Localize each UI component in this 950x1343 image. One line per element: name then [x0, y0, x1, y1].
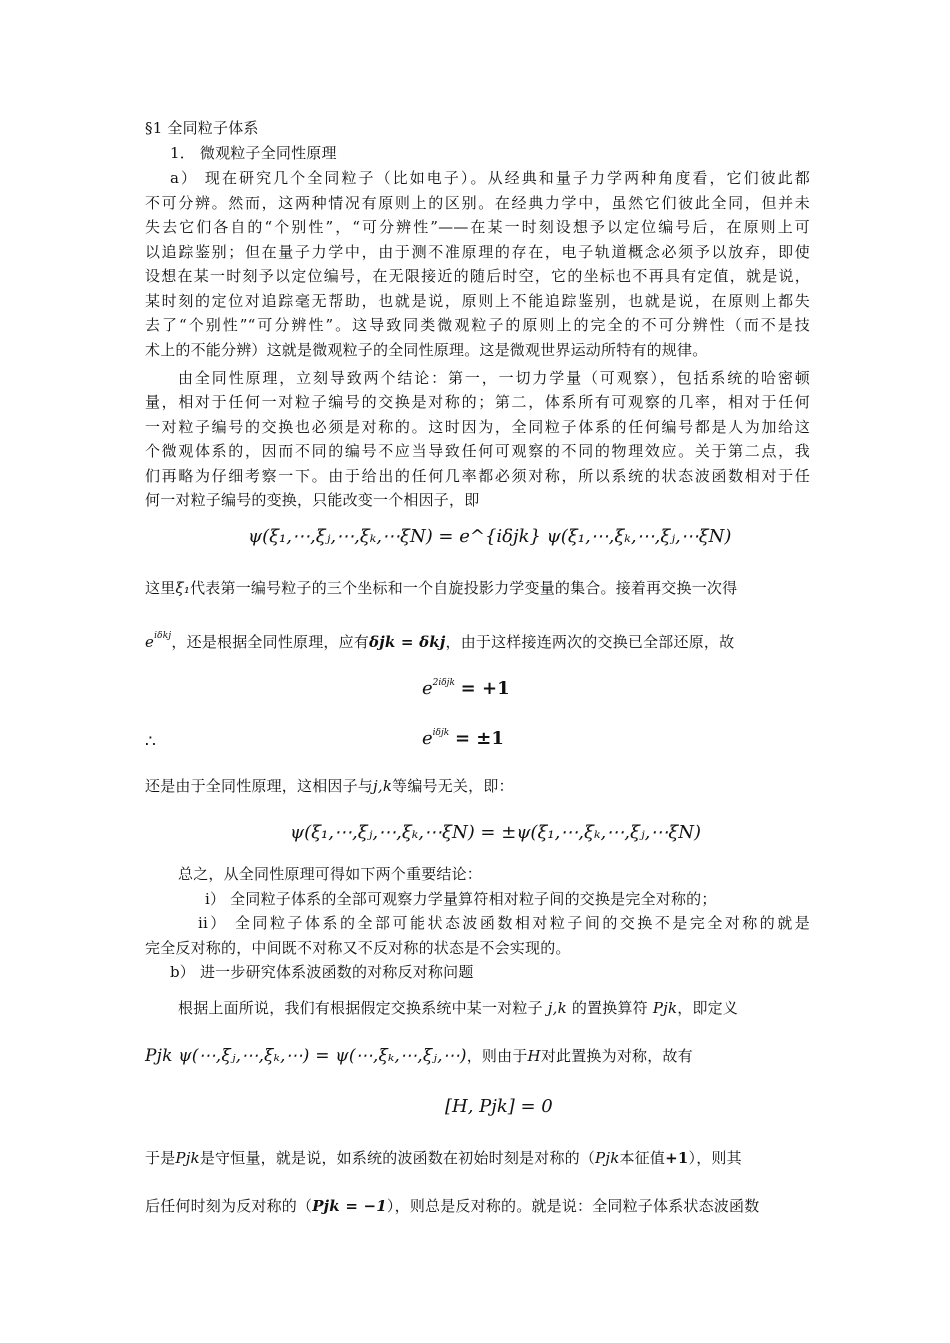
- text-xi1-prefix: 这里: [145, 579, 176, 597]
- paragraph-b-line-1: 由全同性原理，立刻导致两个结论：第一，一切力学量（可观察），包括系统的哈密顿: [178, 369, 810, 387]
- paragraph-a-line-6: 某时刻的定位对追踪毫无帮助，也就是说，原则上不能追踪鉴别，也就是说，在原则上都失: [145, 292, 810, 310]
- text-pjk-prefix: 根据上面所说，我们有根据假定交换系统中某一对粒子: [178, 999, 543, 1017]
- text-cons-suffix: ），则其: [688, 1149, 742, 1167]
- paragraph-a-line-7: 去了“个别性”“可分辨性”。这导致同类微观粒子的原则上的完全的不可分辨性（而不是技: [145, 316, 810, 334]
- paragraph-a-line-3: 失去它们各自的“个别性”，“可分辨性”——在某一时刻设想予以定位编号后，在原则上可: [145, 218, 810, 236]
- text-cons-eigen: 本征值: [619, 1149, 666, 1167]
- text-cons-middle: 是守恒量，就是说，如系统的波函数在初始时刻是对称的（: [199, 1149, 596, 1167]
- text-delta-prefix: ，还是根据全同性原理，应有: [171, 633, 370, 651]
- text-jk-prefix: 还是由于全同性原理，这相因子与: [145, 777, 374, 795]
- eigenvalue-minus-one: Pjk = −1: [312, 1197, 387, 1215]
- paragraph-a-line-4: 以追踪鉴别；但在量子力学中，由于测不准原理的存在，电子轨道概念必须予以放弃，即使: [145, 243, 810, 261]
- subsection-title-1: 1． 微观粒子全同性原理: [170, 144, 337, 162]
- pjk-symbol: Pjk: [652, 999, 678, 1017]
- equation-permutation: Pjk ψ(⋯,ξⱼ,⋯,ξₖ,⋯) = ψ(⋯,ξₖ,⋯,ξⱼ,⋯): [145, 1046, 467, 1066]
- text-permutation-definition: [145, 1046, 810, 1066]
- pjk-symbol-3: Pjk: [595, 1149, 620, 1167]
- equation-symmetric-antisymmetric: ψ(ξ₁,⋯,ξⱼ,⋯,ξₖ,⋯ξN) = ±ψ(ξ₁,⋯,ξₖ,⋯,ξⱼ,⋯ξN): [290, 822, 702, 843]
- h-symbol: H: [527, 1047, 541, 1065]
- equation-square-phase: [422, 678, 510, 699]
- text-permutation-operator: [178, 998, 843, 1018]
- equation-exchange-phase: ψ(ξ₁,⋯,ξⱼ,⋯,ξₖ,⋯ξN) = e^{iδjk} ψ(ξ₁,⋯,ξₖ,⋯,ξⱼ,⋯ξN): [248, 526, 732, 547]
- conclusion-ii-line-1: ii） 全同粒子体系的全部可能状态波函数相对粒子间的交换不是完全对称的就是: [198, 914, 810, 932]
- paragraph-b-line-3: 一对粒子编号的交换也必须是对称的。这时因为，全同粒子体系的任何编号都是人为加给这: [145, 418, 810, 436]
- conclusion-ii-line-2: 完全反对称的，中间既不对称又不反对称的状态是不会实现的。: [145, 939, 571, 957]
- e-2idelta-symbol: $e^{2i\delta jk}$: [422, 678, 455, 699]
- jk-symbol: j,k: [373, 777, 393, 795]
- text-h-prefix: ，则由于: [466, 1047, 528, 1065]
- text-last-prefix: 后任何时刻为反对称的（: [145, 1197, 313, 1215]
- jk-symbol-2: j,k: [547, 999, 567, 1017]
- e-idelta-kj-symbol: $e^{i\delta kj}$: [145, 631, 172, 651]
- text-delta-suffix: ，由于这样接连两次的交换已全部还原，故: [445, 633, 735, 651]
- pjk-symbol-2: Pjk: [175, 1149, 200, 1167]
- summary-intro: 总之，从全同性原理可得如下两个重要结论：: [178, 865, 483, 883]
- paragraph-b-line-4: 个微观体系的，因而不同的编号不应当导致任何可观察的不同的物理效应。关于第二点，我: [145, 442, 810, 460]
- equation-phase-pm1: [422, 728, 504, 749]
- text-jk-suffix: 等编号无关，即：: [392, 777, 514, 795]
- text-conserved-quantity: [145, 1148, 810, 1168]
- subsection-title-b: b） 进一步研究体系波函数的对称反对称问题: [170, 963, 474, 981]
- text-h-suffix: 对此置换为对称，故有: [540, 1047, 693, 1065]
- text-jk-independence: [145, 776, 810, 796]
- paragraph-b-line-6: 何一对粒子编号的变换，只能改变一个相因子，即: [145, 491, 480, 509]
- text-last-suffix: ），则总是反对称的。就是说：全同粒子体系状态波函数: [386, 1197, 760, 1215]
- conclusion-i: i） 全同粒子体系的全部可观察力学量算符相对粒子间的交换是完全对称的；: [205, 890, 717, 908]
- text-cons-prefix: 于是: [145, 1149, 176, 1167]
- text-xi1-suffix: 代表第一编号粒子的三个坐标和一个自旋投影力学变量的集合。接着再交换一次得: [190, 579, 738, 597]
- equation-phase-rhs: = ±1: [454, 728, 504, 749]
- equation-commutator: [H, Pjk] = 0: [445, 1096, 553, 1117]
- text-pjk-middle: 的置换算符: [571, 999, 648, 1017]
- delta-equation: δjk = δkj: [369, 633, 446, 651]
- eigenvalue-plus-one: +1: [665, 1149, 689, 1167]
- text-pjk-suffix: ，即定义: [677, 999, 739, 1017]
- paragraph-a-line-8: 术上的不能分辨）这就是微观粒子的全同性原理。这是微观世界运动所特有的规律。: [145, 341, 708, 359]
- paragraph-b-line-2: 量，相对于任何一对粒子编号的交换是对称的；第二，体系所有可观察的几率，相对于任何: [145, 393, 810, 411]
- text-antisymmetric-result: [145, 1196, 810, 1216]
- paragraph-b-line-5: 们再略为仔细考察一下。由于给出的任何几率都必须对称，所以系统的状态波函数相对于任: [145, 467, 810, 485]
- xi1-symbol: ξ₁: [175, 579, 191, 597]
- text-xi1-definition: [145, 578, 810, 598]
- text-delta-relation: [145, 626, 810, 652]
- paragraph-a-line-1: a） 现在研究几个全同粒子（比如电子）。从经典和量子力学两种角度看，它们彼此都: [170, 169, 810, 187]
- paragraph-a-line-5: 设想在某一时刻予以定位编号，在无限接近的随后时空，它的坐标也不再具有定值，就是说，: [145, 267, 810, 285]
- therefore-symbol: ∴: [145, 732, 157, 752]
- paragraph-a-line-2: 不可分辨。然而，这两种情况有原则上的区别。在经典力学中，虽然它们彼此全同，但并未: [145, 194, 810, 212]
- e-idelta-symbol: $e^{i\delta jk}$: [422, 728, 450, 749]
- equation-square-rhs: = +1: [460, 678, 510, 699]
- section-title: §1 全同粒子体系: [145, 119, 259, 137]
